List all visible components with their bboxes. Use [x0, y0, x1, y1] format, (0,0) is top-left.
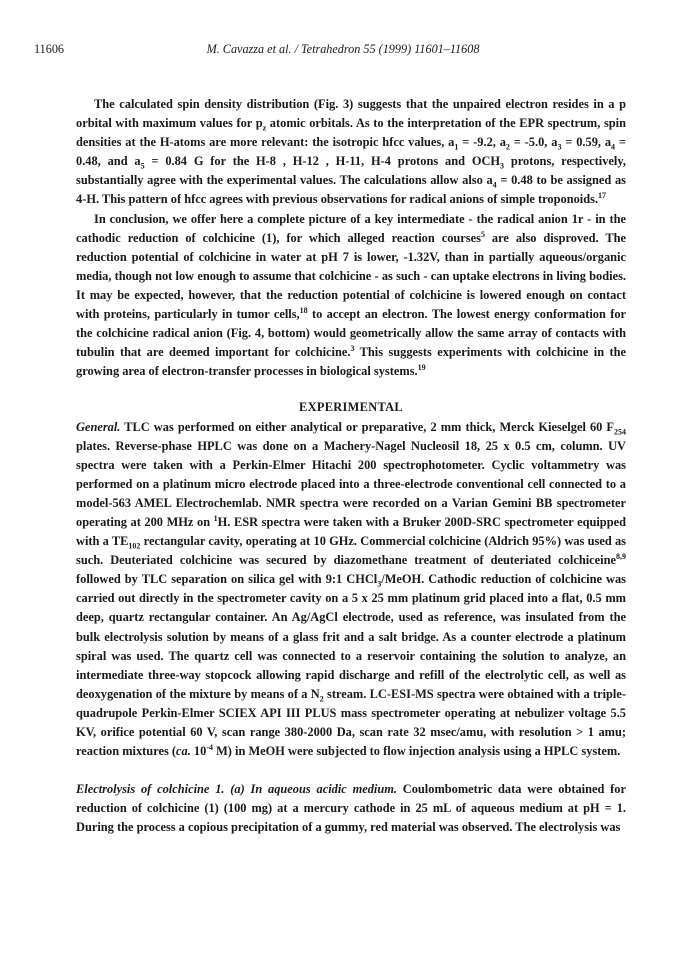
- paragraph-spin-density: The calculated spin density distribution (Fig. 3) suggests that the unpaired electron resides in a p orbital with maximum values for $p_z$ atomic orbitals. As to the interpretation of the EPR spectrum, spin densities at the H-atoms are more relevant: the isotropic hfcc values, $a_1 = -9.2$, $a_2 = -5.0$, $a_3 = 0.59$, $a_4 = 0.48$, and $a_5 = 0.84$ G for the H-8 , H-12 , H-11, H-4 protons and $OCH_3$ protons, respectively, substantially agree with the experimental values. The calculations allow also $a_4 = 0.48$ to be assigned as 4-H. This pattern of hfcc agrees with previous observations for radical anions of simple troponoids.$^{17}$: [76, 97, 626, 207]
- reference-marker: 3: [350, 344, 355, 354]
- running-head: M. Cavazza et al. / Tetrahedron 55 (1999) 11601–11608: [206, 42, 480, 56]
- reference-marker: 17: [598, 191, 607, 201]
- article-body: [76, 95, 626, 837]
- reference-marker: 5: [480, 229, 485, 239]
- reference-marker: 19: [417, 363, 426, 373]
- run-in-heading: General.: [76, 419, 121, 434]
- paragraph-conclusion: In conclusion, we offer here a complete picture of a key intermediate - the radical anion 1r - in the cathodic reduction of colchicine (1), for which alleged reaction courses$^5$ are also disproved. The reduction potential of colchicine in water at pH 7 is lower, -1.32V, than in partially aqueous/organic media, though not low enough to assume that colchicine - as such - can uptake electrons in living bodies. It may be expected, however, that the reduction potential of colchicine is lowered enough on contact with proteins, particularly in tumor cells,$^{18}$ to accept an electron. The lowest energy conformation for the colchicine radical anion (Fig. 4, bottom) would geometrically allow the same array of contacts with tubulin that are deemed important for colchicine.$^3$ This suggests experiments with colchicine in the growing area of electron-transfer processes in biological systems.$^{19}$: [76, 211, 627, 379]
- paragraph-general: General. TLC was performed on either analytical or preparative, 2 mm thick, Merck Kieselgel 60 $F_{254}$ plates. Reverse-phase HPLC was done on a Machery-Nagel Nucleosil 18, 25 x 0.5 cm, column. UV spectra were taken with a Perkin-Elmer Hitachi 200 spectrophotometer. Cyclic voltammetry was performed on a platinum micro electrode placed into a three-electrode conventional cell connected to a model-563 AMEL Electrochemlab. NMR spectra were recorded on a Varian Gemini BB spectrometer operating at 200 MHz on $^1$H. ESR spectra were taken with a Bruker 200D-SRC spectrometer equipped with a $TE_{102}$ rectangular cavity, operating at 10 GHz. Commercial colchicine (Aldrich 95%) was used as such. Deuteriated colchicine was secured by diazomethane treatment of deuteriated colchiceine$^{8,9}$ followed by TLC separation on silica gel with 9:1 CHCl$_3$/MeOH. Cathodic reduction of colchicine was carried out directly in the spectrometer cavity on a 5 x 25 mm platinum grid placed into a flat, 0.5 mm deep, quartz rectangular container. An Ag/AgCl electrode, used as reference, was insulated from the bulk electrolysis solution by means of a glass frit and a salt bridge. As a counter electrode a platinum spiral was used. The quartz cell was connected to a reservoir containing the solution to analyze, an intermediate three-way stopcock allowing rapid discharge and refill of the electrolytic cell, as well as deoxygenation of the mixture by means of a $N_2$ stream. LC-ESI-MS spectra were obtained with a triple-quadrupole Perkin-Elmer SCIEX API III PLUS mass spectrometer operating at nebulizer voltage 5.5 KV, orifice potential 60 V, scan range 380-2000 Da, scan rate 32 msec/amu, with resolution > 1 amu; reaction mixtures (ca. $10^{-4}$ M) in MeOH were subjected to flow injection analysis using a HPLC system.: [76, 419, 626, 759]
- section-heading-experimental: EXPERIMENTAL: [299, 400, 403, 415]
- run-in-heading: Electrolysis of colchicine 1. (a) In aqueous acidic medium.: [76, 782, 397, 797]
- reference-marker: 18: [299, 305, 308, 315]
- reference-marker: 8,9: [616, 552, 626, 562]
- paragraph-electrolysis: Electrolysis of colchicine 1. (a) In aqueous acidic medium. Coulombometric data were obtained for reduction of colchicine (1) (100 mg) at a mercury cathode in 25 mL of aqueous medium at pH = 1. During the process a copious precipitation of a gummy, red material was observed. The electrolysis was: [76, 782, 626, 835]
- page-number: 11606: [34, 42, 65, 56]
